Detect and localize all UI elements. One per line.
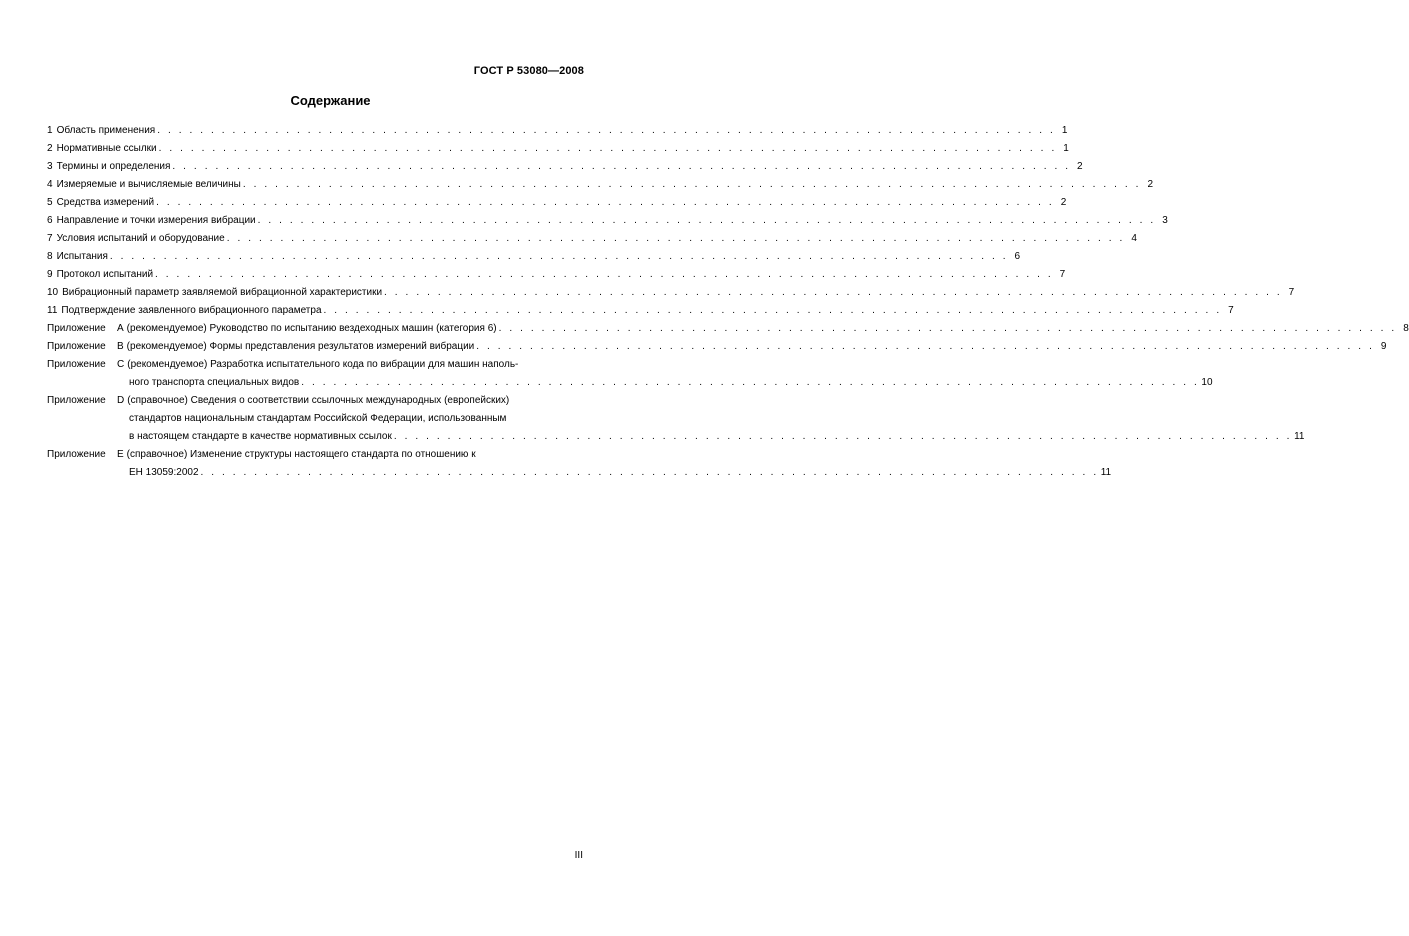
dot-leader bbox=[155, 266, 1053, 284]
toc-entry-5[interactable] bbox=[47, 194, 1067, 212]
annex-title-line: (справочное) Сведения о соответствии ссылочных международных (европейских) bbox=[127, 395, 510, 406]
toc-entry-title: Протокол испытаний bbox=[56, 269, 154, 280]
toc-entry-page: 2 bbox=[1147, 179, 1154, 190]
page-folio: III bbox=[574, 850, 583, 861]
toc-annex-d[interactable] bbox=[47, 392, 1305, 446]
annex-prefix: Приложение bbox=[47, 449, 106, 460]
annex-letter: A bbox=[117, 323, 124, 334]
toc-entry-page: 2 bbox=[1077, 161, 1083, 172]
dot-leader bbox=[324, 302, 1222, 320]
annex-letter: C bbox=[117, 359, 125, 370]
toc-entry-2[interactable] bbox=[47, 140, 1069, 158]
dot-leader bbox=[243, 176, 1141, 194]
toc-entry-page: 6 bbox=[1014, 251, 1021, 262]
dot-leader bbox=[110, 248, 1008, 266]
annex-title-line: (рекомендуемое) Разработка испытательного кода по вибрации для машин наполь- bbox=[127, 359, 519, 370]
toc-entry-6[interactable] bbox=[47, 212, 1168, 230]
toc-entry-9[interactable] bbox=[47, 266, 1066, 284]
toc-entry-11[interactable] bbox=[47, 302, 1234, 320]
annex-letter: D bbox=[117, 395, 125, 406]
annex-page: 11 bbox=[1100, 467, 1112, 478]
toc-entry-title: Условия испытаний и оборудование bbox=[56, 233, 225, 244]
table-of-contents bbox=[47, 122, 1409, 482]
toc-entry-page: 3 bbox=[1162, 215, 1168, 226]
toc-entry-title: Вибрационный параметр заявляемой вибрационной характеристики bbox=[62, 287, 383, 298]
document-code: ГОСТ Р 53080—2008 bbox=[473, 65, 584, 77]
annex-title-line: стандартов национальным стандартам Российской Федерации, использованным bbox=[129, 413, 507, 424]
toc-entry-10[interactable] bbox=[47, 284, 1295, 302]
annex-page: 11 bbox=[1294, 431, 1305, 442]
annex-prefix: Приложение bbox=[47, 323, 106, 334]
annex-page: 10 bbox=[1201, 377, 1213, 388]
dot-leader bbox=[394, 428, 1292, 446]
toc-entry-page: 2 bbox=[1060, 197, 1067, 208]
toc-entry-title: Термины и определения bbox=[56, 161, 171, 172]
toc-entry-title: Измеряемые и вычисляемые величины bbox=[56, 179, 241, 190]
toc-entry-page: 1 bbox=[1061, 125, 1068, 136]
annex-title-line: (справочное) Изменение структуры настоящего стандарта по отношению к bbox=[126, 449, 476, 460]
annex-title: (рекомендуемое) Руководство по испытанию вездеходных машин (категория 6) bbox=[126, 323, 497, 334]
dot-leader bbox=[384, 284, 1282, 302]
toc-entry-number: 3 bbox=[47, 161, 53, 172]
annex-prefix: Приложение bbox=[47, 341, 106, 352]
toc-entry-page: 7 bbox=[1059, 269, 1066, 280]
toc-entry-number: 7 bbox=[47, 233, 53, 244]
toc-entry-title: Область применения bbox=[56, 125, 156, 136]
toc-entry-1[interactable] bbox=[47, 122, 1068, 140]
annex-title-line: ЕН 13059:2002 bbox=[129, 467, 199, 478]
annex-letter: E bbox=[117, 449, 124, 460]
dot-leader bbox=[301, 374, 1199, 392]
annex-title-line: в настоящем стандарте в качестве нормативных ссылок bbox=[129, 431, 392, 442]
toc-annex-c[interactable] bbox=[47, 356, 1213, 392]
toc-entry-page: 7 bbox=[1228, 305, 1234, 316]
annex-page: 9 bbox=[1380, 341, 1387, 352]
toc-entry-page: 4 bbox=[1131, 233, 1137, 244]
toc-entry-number: 11 bbox=[47, 305, 58, 316]
toc-entry-title: Подтверждение заявленного вибрационного параметра bbox=[61, 305, 322, 316]
toc-title: Содержание bbox=[290, 93, 371, 108]
toc-entry-title: Испытания bbox=[56, 251, 108, 262]
toc-entry-page: 1 bbox=[1063, 143, 1069, 154]
toc-entry-title: Нормативные ссылки bbox=[56, 143, 157, 154]
annex-title-line: ного транспорта специальных видов bbox=[129, 377, 300, 388]
toc-entry-title: Средства измерений bbox=[56, 197, 155, 208]
toc-entry-page: 7 bbox=[1288, 287, 1295, 298]
dot-leader bbox=[201, 464, 1099, 482]
toc-entry-number: 10 bbox=[47, 287, 59, 298]
dot-leader bbox=[172, 158, 1070, 176]
toc-entry-number: 1 bbox=[47, 125, 53, 136]
annex-page: 8 bbox=[1403, 323, 1409, 334]
dot-leader bbox=[157, 122, 1055, 140]
annex-prefix: Приложение bbox=[47, 359, 106, 370]
dot-leader bbox=[227, 230, 1125, 248]
toc-entry-number: 4 bbox=[47, 179, 53, 190]
dot-leader bbox=[476, 338, 1374, 356]
toc-entry-7[interactable] bbox=[47, 230, 1137, 248]
toc-entry-number: 6 bbox=[47, 215, 53, 226]
toc-entry-title: Направление и точки измерения вибрации bbox=[56, 215, 256, 226]
toc-entry-3[interactable] bbox=[47, 158, 1083, 176]
dot-leader bbox=[159, 140, 1057, 158]
annex-title: (рекомендуемое) Формы представления результатов измерений вибрации bbox=[126, 341, 475, 352]
toc-entry-8[interactable] bbox=[47, 248, 1021, 266]
annex-prefix: Приложение bbox=[47, 395, 106, 406]
toc-annex-e[interactable] bbox=[47, 446, 1112, 482]
toc-entry-4[interactable] bbox=[47, 176, 1154, 194]
annex-letter: B bbox=[117, 341, 124, 352]
toc-entry-number: 5 bbox=[47, 197, 53, 208]
dot-leader bbox=[499, 320, 1397, 338]
toc-entry-number: 9 bbox=[47, 269, 53, 280]
toc-annex-a[interactable] bbox=[47, 320, 1409, 338]
dot-leader bbox=[258, 212, 1156, 230]
dot-leader bbox=[156, 194, 1054, 212]
toc-annex-b[interactable] bbox=[47, 338, 1387, 356]
toc-entry-number: 8 bbox=[47, 251, 53, 262]
toc-entry-number: 2 bbox=[47, 143, 53, 154]
